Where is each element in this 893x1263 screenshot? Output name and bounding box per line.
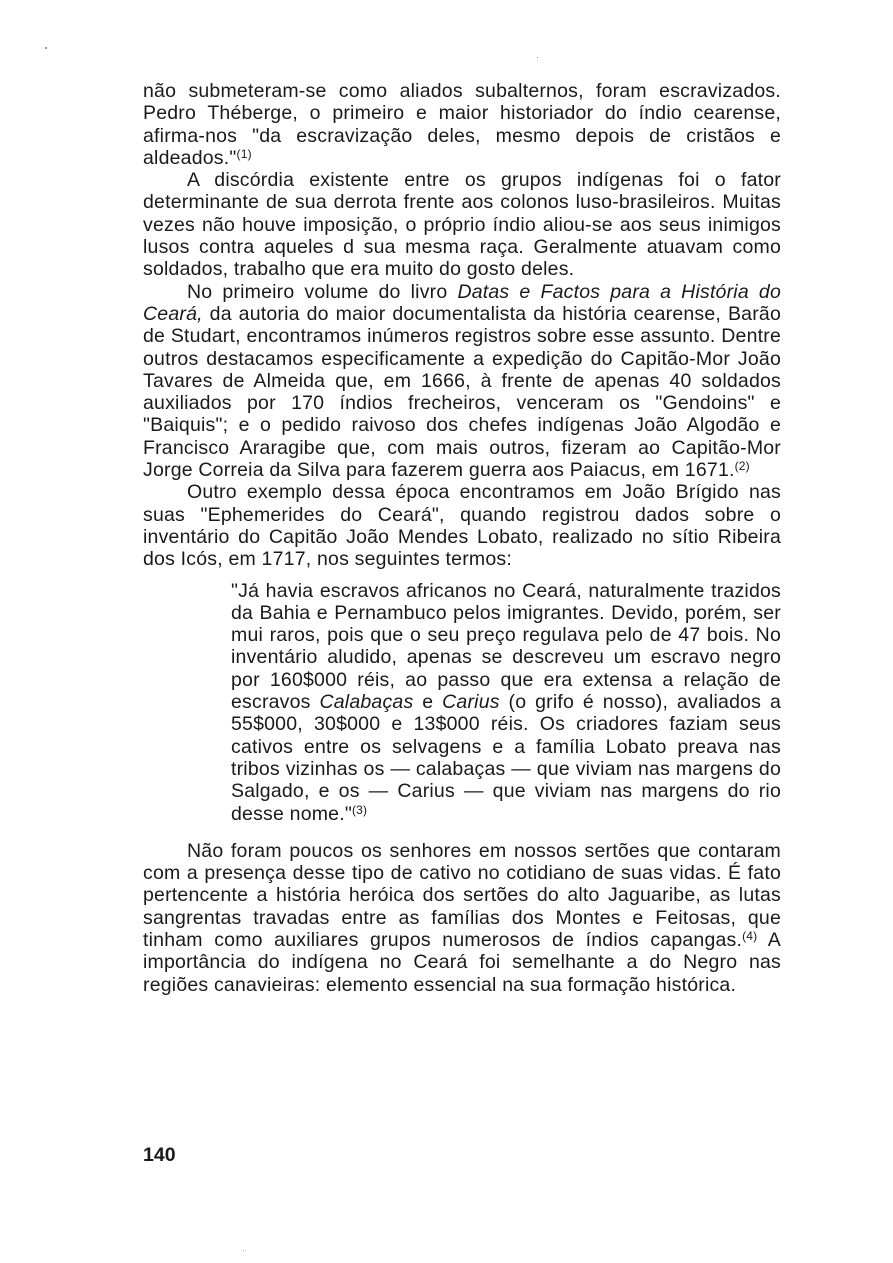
footnote-ref-1: (1): [236, 146, 252, 161]
footnote-ref-3: (3): [351, 802, 368, 817]
book-title: Datas e Factos para a História do Ceará,: [143, 280, 781, 325]
italic-calabacas: Calabaças: [319, 691, 414, 714]
italic-carius: Carius: [442, 691, 500, 714]
block-quote: "Já havia escravos africanos no Ceará, naturalmente trazidos da Bahia e Pernambuco pelos imigrantes. Devido, porém, ser mui raros, pois que o seu preço regulava pelo de 47 bois. No inventário aludido, apenas se descreveu um escravo negro por 160$000 réis, ao passo que era extensa a relação de escravos Calabaças e Carius (o grifo é nosso), avaliados a 55$000, 30$000 e 13$000 réis. Os criadores faziam seus cativos entre os selvagens e a família Lobato preava nas tribos vizinhas os — calabaças — que viviam nas margens do Salgado, e os — Carius — que viviam nas margens do rio desse nome."$^{(3)}$: [231, 579, 781, 825]
page-number: 140: [143, 1144, 176, 1166]
body-text: [143, 80, 781, 996]
scan-speck: [537, 57, 538, 58]
paragraph-5: Não foram poucos os senhores em nossos sertões que contaram com a presença desse tipo de cativo no cotidiano de suas vidas. É fato pertencente a história heróica dos sertões do alto Jaguaribe, as lutas sangrentas travadas entre as famílias dos Montes e Feitosas, que tinham como auxiliares grupos numerosos de índios capangas.$^{(4)}$ A importância do indígena no Ceará foi semelhante a do Negro nas regiões canavieiras: elemento essencial na sua formação histórica.: [143, 839, 781, 996]
paragraph-2: A discórdia existente entre os grupos indígenas foi o fator determinante de sua derrota frente aos colonos luso-brasileiros. Muitas vezes não houve imposição, o próprio índio aliou-se aos seus inimigos lusos contra aqueles d sua mesma raça. Geralmente atuavam como soldados, trabalho que era muito do gosto deles.: [143, 169, 781, 281]
footnote-ref-4: (4): [742, 928, 758, 943]
paragraph-1: não submeteram-se como aliados subalternos, foram escravizados. Pedro Théberge, o primeiro e maior historiador do índio cearense, afirma-nos "da escravização deles, mesmo depois de cristãos e aldeados."$^{(1)}$: [143, 80, 781, 169]
scan-speck: [243, 1250, 244, 1251]
paragraph-3: No primeiro volume do livro Datas e Factos para a História do Ceará, da autoria do maior documentalista da história cearense, Barão de Studart, encontramos inúmeros registros sobre esse assunto. Dentre outros destacamos especificamente a expedição do Capitão-Mor João Tavares de Almeida que, em 1666, à frente de apenas 40 soldados auxiliados por 170 índios frecheiros, venceram os "Gendoins" e "Baiquis"; e o pedido raivoso dos chefes indígenas João Algodão e Francisco Araragibe que, com mais outros, fizeram ao Capitão-Mor Jorge Correia da Silva para fazerem guerra aos Paiacus, em 1671.$^{(2)}$: [143, 280, 781, 482]
scan-speck: [45, 47, 47, 49]
footnote-ref-2: (2): [734, 459, 750, 474]
paragraph-4: Outro exemplo dessa época encontramos em João Brígido nas suas "Ephemerides do Ceará", quando registrou dados sobre o inventário do Capitão João Mendes Lobato, realizado no sítio Ribeira dos Icós, em 1717, nos seguintes termos:: [143, 481, 781, 571]
